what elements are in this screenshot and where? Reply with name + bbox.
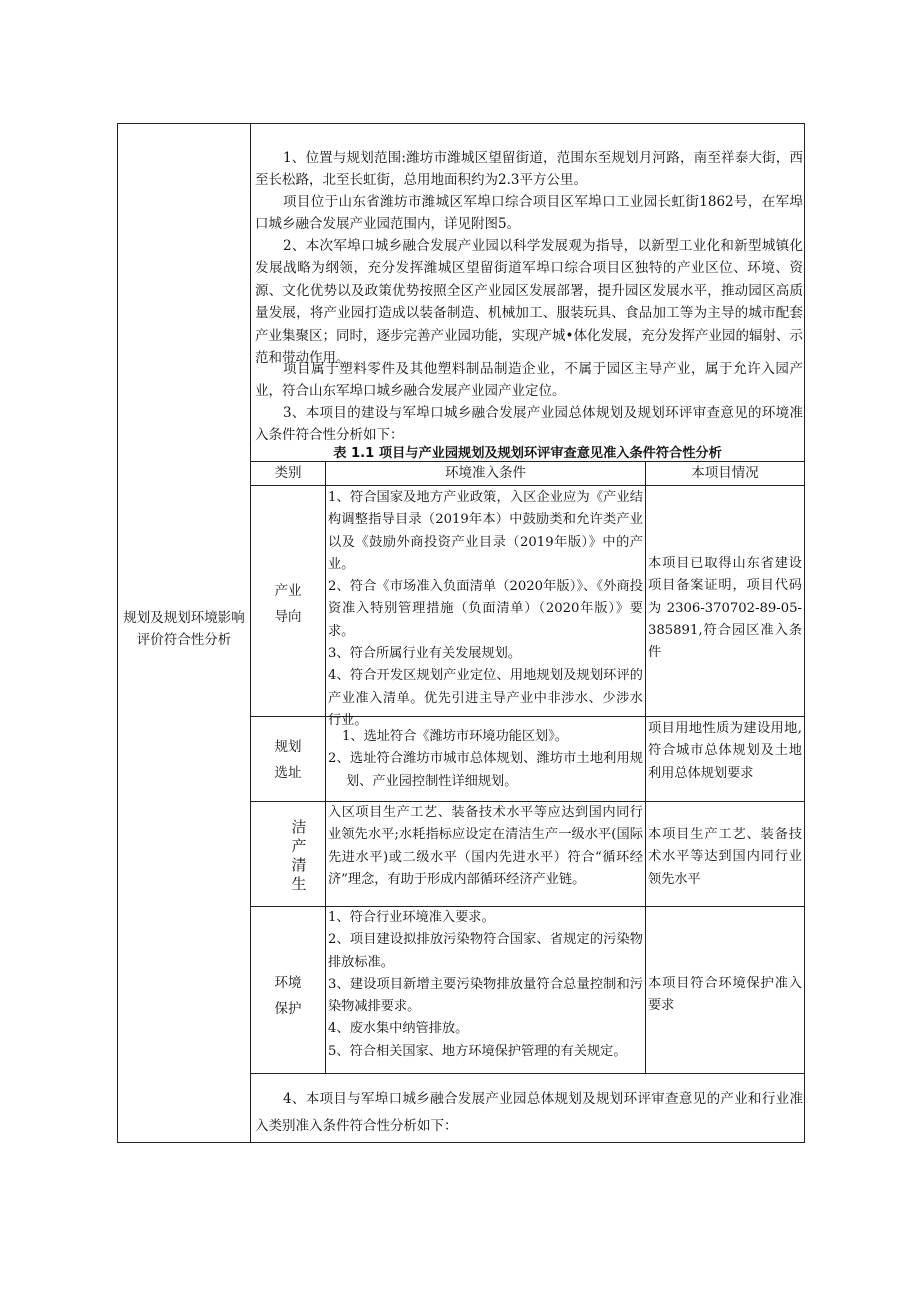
table-col-divider-1 (325, 461, 326, 1074)
condition-item: 1、符合行业环境准入要求。 (328, 910, 495, 925)
condition-item: 1、选址符合《潍坊市环境功能区划》。 (342, 729, 568, 744)
condition-item: 2、项目建设拟排放污染物符合国家、省规定的污染物排放标准。 (328, 932, 643, 970)
outer-right-border (804, 123, 805, 1143)
table-row-conditions (328, 487, 643, 732)
paragraph-location: 1、位置与规划范围:潍坊市潍城区望留街道，范围东至规划月河路，南至祥泰大街，西至长松路，北至长虹街，总用地面积约为2.3平方公里。 (255, 150, 803, 189)
table-row-category: 产业导向 (274, 583, 302, 625)
table-col-divider-2 (645, 461, 646, 1074)
condition-item: 1、符合国家及地方产业政策，入区企业应为《产业结构调整指导目录（2019年本）中鼓励类和允许类产业以及《鼓励外商投资产业目录（2019年版）》中的产业。 (328, 490, 643, 572)
table-caption: 表 1.1 项目与产业园规划及规划环评审查意见准入条件符合性分析 (333, 446, 722, 461)
table-bottom-line (250, 1073, 805, 1074)
table-header-category: 类别 (274, 465, 302, 481)
table-row-status: 本项目符合环境保护准入要求 (648, 976, 802, 1014)
condition-item: 2、选址符合潍坊市城市总体规划、潍坊市土地利用规划、产业园控制性详细规划。 (328, 751, 643, 789)
condition-item: 4、废水集中纳管排放。 (328, 1021, 469, 1037)
paragraph-industry-fit: 项目属于塑料零件及其他塑料制品制造企业，不属于园区主导产业，属于允许入园产业，符合山东军埠口城乡融合发展产业园产业定位。 (255, 361, 803, 400)
table-row-status: 项目用地性质为建设用地,符合城市总体规划及土地利用总体规划要求 (648, 721, 802, 781)
table-header-status: 本项目情况 (691, 465, 759, 481)
table-row-conditions (328, 726, 643, 793)
column-divider (250, 123, 251, 1143)
paragraph-industry-access-intro: 4、本项目与军埠口城乡融合发展产业园总体规划及规划环评审查意见的产业和行业准入类别准入条件符合性分析如下： (255, 1091, 803, 1134)
table-header-line (250, 485, 805, 486)
condition-item: 4、符合开发区规划产业定位、用地规划及规划环评的产业准入清单。优先引进主导产业中非涉水、少涉水行业。 (328, 668, 643, 728)
table-row-category: 规划选址 (274, 739, 302, 781)
outer-top-border (117, 123, 805, 124)
paragraph-env-access-intro: 3、本项目的建设与军埠口城乡融合发展产业园总体规划及规划环评审查意见的环境准入条件符合性分析如下： (255, 405, 803, 444)
outer-left-border (117, 123, 118, 1143)
paragraph-project-site: 项目位于山东省潍坊市潍城区军埠口综合项目区军埠口工业园长虹街1862号，在军埠口城乡融合发展产业园范围内，详见附图5。 (255, 194, 803, 233)
condition-item: 5、符合相关国家、地方环境保护管理的有关规定。 (328, 1043, 627, 1059)
table-row-status: 本项目已取得山东省建设项目备案证明，项目代码为 2306-370702-89-05-385891,符合园区准入条件 (648, 556, 802, 661)
condition-item: 入区项目生产工艺、装备技术水平等应达到国内同行业领先水平;水耗指标应设定在清洁生产一级水平(国际先进水平)或二级水平（国内先进水平）符合“循环经济”理念，有助于形成内部循环经济产业链。 (328, 805, 643, 887)
condition-item: 2、符合《市场准入负面清单（2020年版）》、《外商投资准入特别管理措施（负面清单）（2020年版）》要求。 (328, 579, 643, 639)
table-row-conditions (328, 907, 643, 1063)
condition-item: 3、符合所属行业有关发展规划。 (328, 646, 522, 662)
section-label: 规划及规划环境影响评价符合性分析 (123, 610, 245, 648)
outer-bottom-border (117, 1142, 805, 1143)
paragraph-park-planning: 2、本次军埠口城乡融合发展产业园以科学发展观为指导，以新型工业化和新型城镇化发展战略为纲领，充分发挥潍城区望留街道军埠口综合项目区独特的产业区位、环境、资源、文化优势以及政策优势按照全区产业园区发展部署，提升园区发展水平，推动园区高质量发展，将产业园打造成以装备制造、机械加工、服装玩具、食品加工等为主导的城市配套产业集聚区；同时，逐步完善产业园功能，实现产城•体化发展，充分发挥产业园的辐射、示范和带动作用。 (255, 238, 803, 367)
table-row-conditions (328, 802, 643, 891)
table-row-status: 本项目生产工艺、装备技术水平等达到国内同行业领先水平 (648, 827, 802, 887)
condition-item: 3、建设项目新增主要污染物排放量符合总量控制和污染物减排要求。 (328, 976, 643, 1015)
table-header-conditions: 环境准入条件 (445, 465, 526, 481)
table-row-category: 洁产清生 (291, 818, 307, 893)
table-row-category: 环境保护 (274, 975, 302, 1017)
